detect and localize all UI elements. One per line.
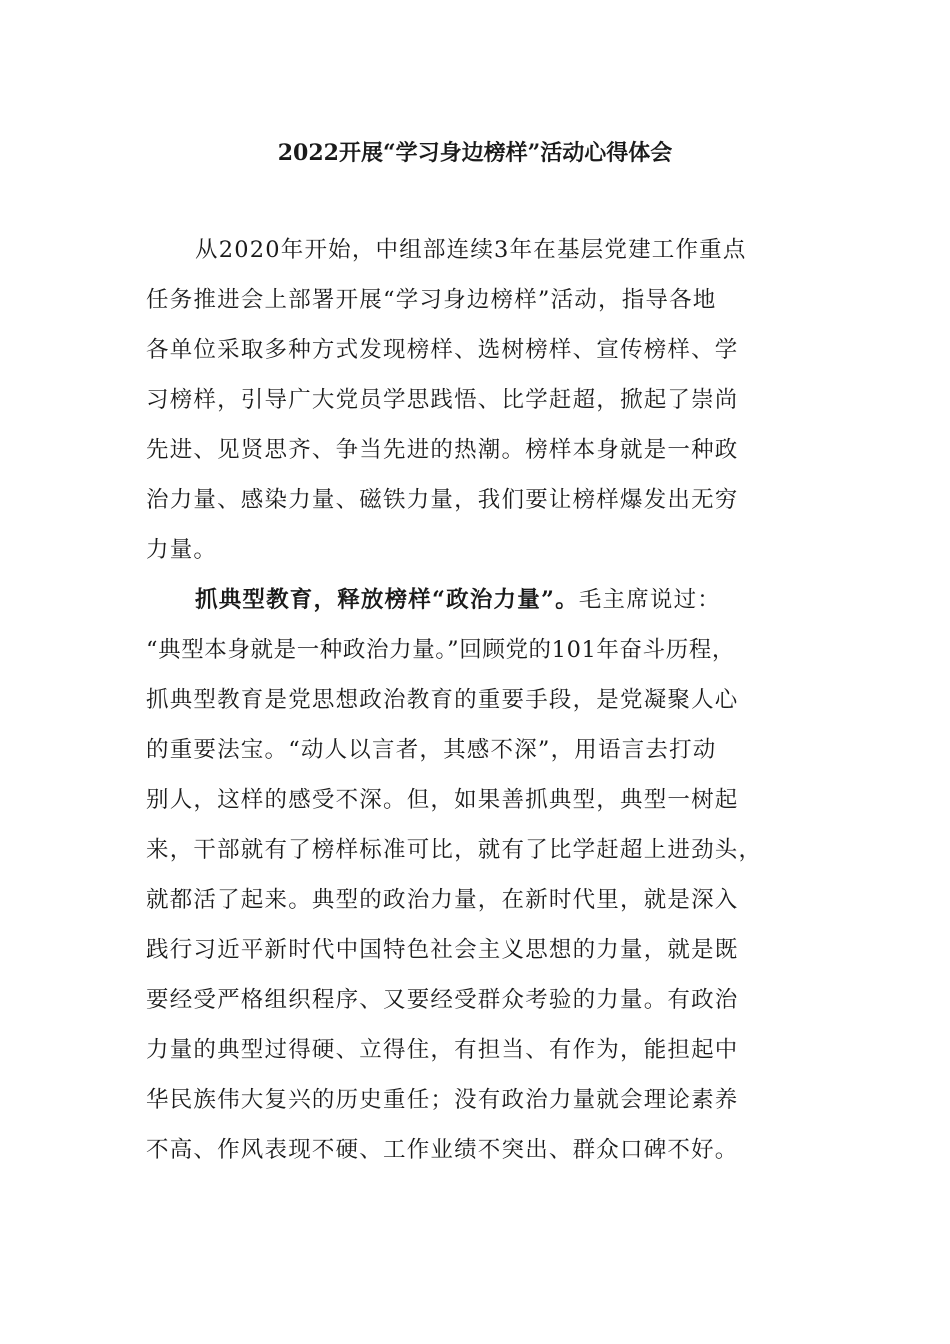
paragraph-line: 来，干部就有了榜样标准可比，就有了比学赶超上进劲头，	[146, 837, 763, 863]
paragraph-line: 抓典型教育是党思想政治教育的重要手段，是党凝聚人心	[146, 687, 739, 713]
paragraph-line: 治力量、感染力量、磁铁力量，我们要让榜样爆发出无穷	[146, 487, 739, 513]
paragraph-line: 华民族伟大复兴的历史重任；没有政治力量就会理论素养	[146, 1087, 739, 1113]
paragraph-line: 就都活了起来。典型的政治力量，在新时代里，就是深入	[146, 887, 739, 913]
paragraph-line: 不高、作风表现不硬、工作业绩不突出、群众口碑不好。	[146, 1137, 739, 1163]
paragraph-line: “典型本身就是一种政治力量。”回顾党的101年奋斗历程，	[146, 637, 736, 663]
paragraph-line: 践行习近平新时代中国特色社会主义思想的力量，就是既	[146, 937, 739, 963]
paragraph-line: 力量。	[146, 537, 218, 563]
document-title: 2022开展“学习身边榜样”活动心得体会	[277, 140, 673, 166]
paragraph-line: 从2020年开始，中组部连续3年在基层党建工作重点	[195, 237, 747, 263]
paragraph-line: 各单位采取多种方式发现榜样、选树榜样、宣传榜样、学	[146, 337, 739, 363]
paragraph-line: 别人，这样的感受不深。但，如果善抓典型，典型一树起	[146, 787, 739, 813]
section-heading: 抓典型教育，释放榜样“政治力量”。	[195, 587, 579, 613]
heading-continuation: 毛主席说过：	[578, 587, 721, 613]
paragraph-line: 的重要法宝。“动人以言者，其感不深”，用语言去打动	[146, 737, 717, 763]
paragraph-line: 先进、见贤思齐、争当先进的热潮。榜样本身就是一种政	[146, 437, 739, 463]
paragraph-line: 任务推进会上部署开展“学习身边榜样”活动，指导各地	[146, 287, 717, 313]
paragraph-line: 力量的典型过得硬、立得住，有担当、有作为，能担起中	[146, 1037, 739, 1063]
paragraph-line: 习榜样，引导广大党员学思践悟、比学赶超，掀起了崇尚	[146, 387, 739, 413]
paragraph-first-line	[195, 583, 721, 617]
paragraph-line: 要经受严格组织程序、又要经受群众考验的力量。有政治	[146, 987, 739, 1013]
